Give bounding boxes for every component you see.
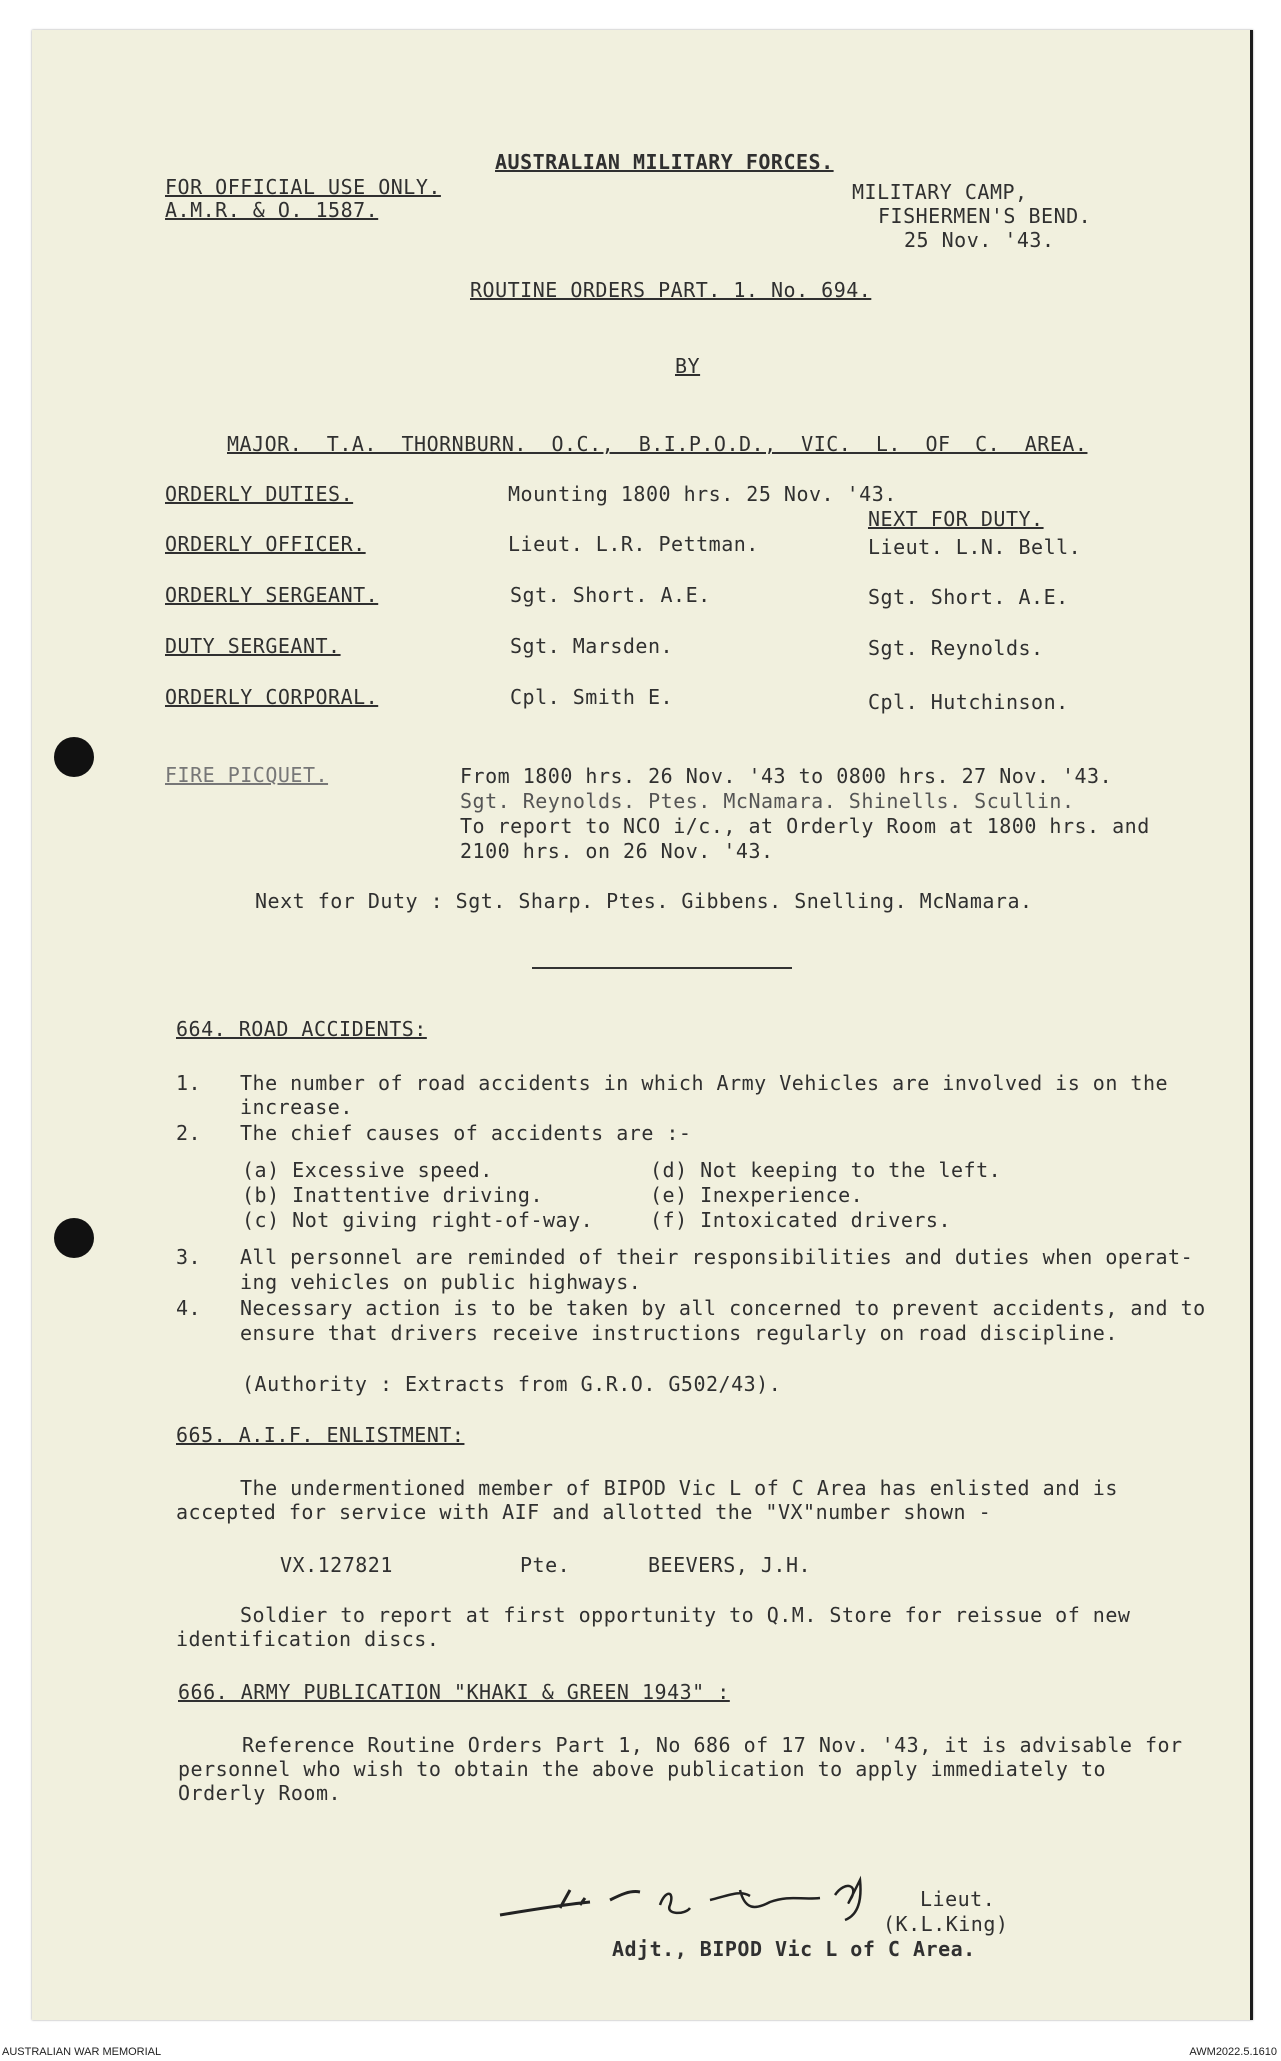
paragraph-text: The number of road accidents in which Army Vehicles are involved is on the <box>240 1071 1169 1095</box>
duty-current: Cpl. Smith E. <box>510 685 674 709</box>
paragraph-text: accepted for service with AIF and allotted the "VX"number shown - <box>176 1500 992 1524</box>
paragraph-text: Reference Routine Orders Part 1, No 686 of 17 Nov. '43, it is advisable for <box>242 1733 1183 1757</box>
fire-picquet-line: 2100 hrs. on 26 Nov. '43. <box>460 839 774 863</box>
signatory-name: (K.L.King) <box>883 1912 1009 1936</box>
duty-next: Sgt. Reynolds. <box>868 636 1044 660</box>
paragraph-text: personnel who wish to obtain the above publication to apply immediately to <box>178 1757 1107 1781</box>
paragraph-number: 4. <box>176 1296 202 1320</box>
fire-picquet-line: Sgt. Reynolds. Ptes. McNamara. Shinells. Scullin. <box>460 789 1075 813</box>
paragraph-text: Necessary action is to be taken by all concerned to prevent accidents, and to <box>240 1296 1206 1320</box>
cause-item: (a) Excessive speed. <box>242 1158 493 1182</box>
signatory-title: Adjt., BIPOD Vic L of C Area. <box>612 1937 976 1961</box>
paragraph-text: ing vehicles on public highways. <box>240 1270 642 1294</box>
paragraph-text: Orderly Room. <box>178 1781 342 1805</box>
orderly-duties-label: ORDERLY DUTIES. <box>165 482 354 506</box>
paragraph-number: 3. <box>176 1245 202 1269</box>
punch-hole-top <box>54 737 94 777</box>
section-heading: 665. A.I.F. ENLISTMENT: <box>176 1423 465 1447</box>
camp-name: MILITARY CAMP, <box>852 180 1028 204</box>
duty-current: Sgt. Marsden. <box>510 634 674 658</box>
duty-current: Sgt. Short. A.E. <box>510 583 711 607</box>
duty-current: Lieut. L.R. Pettman. <box>508 532 759 556</box>
duty-role-label: DUTY SERGEANT. <box>165 634 341 658</box>
paragraph-text: The chief causes of accidents are :- <box>240 1121 692 1145</box>
camp-location: FISHERMEN'S BEND. <box>878 204 1092 228</box>
archive-credit: AUSTRALIAN WAR MEMORIAL <box>2 2046 162 2058</box>
cause-item: (d) Not keeping to the left. <box>650 1158 1002 1182</box>
cause-item: (c) Not giving right-of-way. <box>242 1208 594 1232</box>
fire-picquet-label: FIRE PICQUET. <box>165 763 329 787</box>
header-title: AUSTRALIAN MILITARY FORCES. <box>495 150 834 174</box>
fire-picquet-line: To report to NCO i/c., at Orderly Room at 1800 hrs. and <box>460 814 1150 838</box>
routine-orders-title: ROUTINE ORDERS PART. 1. No. 694. <box>470 278 872 302</box>
duty-next: Lieut. L.N. Bell. <box>868 535 1082 559</box>
signatory-rank: Lieut. <box>920 1887 996 1911</box>
next-for-duty-label: NEXT FOR DUTY. <box>868 507 1044 531</box>
amr-reference: A.M.R. & O. 1587. <box>165 198 379 222</box>
mounting-time: Mounting 1800 hrs. 25 Nov. '43. <box>508 482 897 506</box>
paragraph-number: 1. <box>176 1071 202 1095</box>
fire-picquet-next: Next for Duty : Sgt. Sharp. Ptes. Gibbens. Snelling. McNamara. <box>255 889 1033 913</box>
section-heading: 666. ARMY PUBLICATION "KHAKI & GREEN 1943" : <box>178 1680 730 1704</box>
fire-picquet-line: From 1800 hrs. 26 Nov. '43 to 0800 hrs. 27 Nov. '43. <box>460 764 1113 788</box>
cause-item: (e) Inexperience. <box>650 1183 864 1207</box>
authority-note: (Authority : Extracts from G.R.O. G502/43). <box>242 1372 782 1396</box>
duty-role-label: ORDERLY OFFICER. <box>165 532 366 556</box>
punch-hole-bottom <box>54 1218 94 1258</box>
cause-item: (b) Inattentive driving. <box>242 1183 543 1207</box>
section-divider <box>532 967 792 969</box>
duty-next: Cpl. Hutchinson. <box>868 690 1069 714</box>
paragraph-number: 2. <box>176 1121 202 1145</box>
official-use-line: FOR OFFICIAL USE ONLY. <box>165 175 441 199</box>
enlistment-rank: Pte. <box>520 1553 571 1577</box>
paragraph-text: The undermentioned member of BIPOD Vic L of C Area has enlisted and is <box>240 1476 1118 1500</box>
paragraph-text: Soldier to report at first opportunity to Q.M. Store for reissue of new <box>240 1603 1131 1627</box>
paragraph-text: increase. <box>240 1095 353 1119</box>
by-heading: BY <box>675 354 701 378</box>
issuing-officer: MAJOR. T.A. THORNBURN. O.C., B.I.P.O.D., VIC. L. OF C. AREA. <box>227 432 1088 456</box>
document-date: 25 Nov. '43. <box>904 228 1055 252</box>
duty-next: Sgt. Short. A.E. <box>868 585 1069 609</box>
duty-role-label: ORDERLY SERGEANT. <box>165 583 379 607</box>
cause-item: (f) Intoxicated drivers. <box>650 1208 951 1232</box>
section-heading: 664. ROAD ACCIDENTS: <box>176 1017 427 1041</box>
paragraph-text: identification discs. <box>176 1627 440 1651</box>
paragraph-text: ensure that drivers receive instructions regularly on road discipline. <box>240 1321 1118 1345</box>
duty-role-label: ORDERLY CORPORAL. <box>165 685 379 709</box>
paragraph-text: All personnel are reminded of their responsibilities and duties when operat- <box>240 1245 1194 1269</box>
enlistment-name: BEEVERS, J.H. <box>648 1553 812 1577</box>
handwritten-signature <box>490 1860 930 1940</box>
enlistment-number: VX.127821 <box>280 1553 393 1577</box>
archive-reference: AWM2022.5.1610 <box>1189 2046 1277 2058</box>
